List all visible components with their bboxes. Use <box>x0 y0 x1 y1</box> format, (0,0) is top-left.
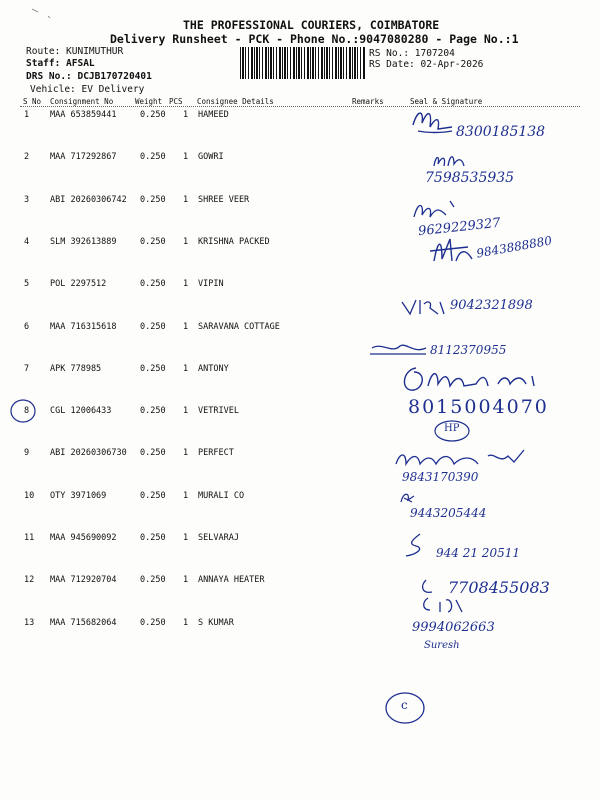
cell-sno: 6 <box>24 321 30 332</box>
bottom-mark-text: c <box>401 698 408 712</box>
handwritten-phone-row-5: 9042321898 <box>450 298 533 313</box>
col-sno: S No <box>23 97 42 106</box>
cell-sno: 3 <box>24 194 30 205</box>
cell-weight: 0.250 <box>140 194 166 205</box>
cell-weight: 0.250 <box>140 363 166 374</box>
cell-consignment: ABI 20260306742 <box>50 194 127 205</box>
handwritten-phone-row-6: 8112370955 <box>430 343 507 357</box>
route-label: Route: KUNIMUTHUR <box>26 46 124 57</box>
cell-consignee: S KUMAR <box>198 617 234 628</box>
handwritten-phone-row-12: 7708455083 <box>448 578 550 597</box>
handwritten-phone-row-1: 8300185138 <box>456 124 546 140</box>
col-remarks: Remarks <box>352 97 384 106</box>
cell-consignee: SELVARAJ <box>198 533 239 543</box>
cell-consignee: PERFECT <box>198 448 234 459</box>
handwritten-phone-row-13: 9994062663 <box>412 620 495 635</box>
cell-sno: 5 <box>24 279 30 290</box>
cell-consignment: CGL 12006433 <box>50 406 112 417</box>
handwritten-phone-row-11: 944 21 20511 <box>436 546 520 560</box>
signature-row-4 <box>428 235 478 267</box>
cell-sno: 7 <box>24 363 30 374</box>
cell-sno: 4 <box>24 236 30 247</box>
handwritten-phone-row-4: 9843888880 <box>475 233 553 261</box>
cell-consignee: KRISHNA PACKED <box>198 236 270 247</box>
cell-sno: 9 <box>24 448 30 459</box>
cell-consignment: POL 2297512 <box>50 279 107 290</box>
cell-pcs: 1 <box>183 363 189 374</box>
cell-consignee: SARAVANA COTTAGE <box>198 321 280 332</box>
col-weight: Weight <box>135 97 163 106</box>
cell-consignee: GOWRI <box>198 152 224 163</box>
cell-pcs: 1 <box>183 236 189 247</box>
cell-pcs: 1 <box>183 110 189 120</box>
cell-pcs: 1 <box>183 490 189 501</box>
cell-sno: 11 <box>24 533 35 543</box>
col-consignee: Consignee Details <box>197 97 274 106</box>
col-seal-signature: Seal & Signature <box>410 97 483 106</box>
cell-sno: 8 <box>24 406 30 417</box>
signature-row-6 <box>368 340 430 362</box>
cell-weight: 0.250 <box>140 321 166 332</box>
cell-pcs: 1 <box>183 406 189 417</box>
rs-number: RS No.: 1707204 <box>369 48 455 59</box>
cell-pcs: 1 <box>183 279 189 290</box>
stray-mark <box>30 6 60 22</box>
cell-sno: 2 <box>24 152 30 163</box>
company-title: THE PROFESSIONAL COURIERS, COIMBATORE <box>183 18 440 32</box>
cell-weight: 0.250 <box>140 152 166 163</box>
cell-sno: 10 <box>24 490 35 501</box>
handwritten-phone-row-8: 8015004070 <box>408 396 549 418</box>
cell-sno: 1 <box>24 110 30 120</box>
col-pcs: PCS <box>169 97 183 106</box>
cell-weight: 0.250 <box>140 279 166 290</box>
cell-consignment: MAA 716315618 <box>50 321 117 332</box>
cell-consignment: OTY 3971069 <box>50 490 107 501</box>
cell-consignee: VETRIVEL <box>198 406 239 417</box>
cell-consignment: MAA 715682064 <box>50 617 117 628</box>
cell-consignment: APK 778985 <box>50 363 102 374</box>
barcode-image <box>240 47 365 79</box>
cell-weight: 0.250 <box>140 617 166 628</box>
signature-row-11 <box>398 530 438 558</box>
cell-consignment: MAA 945690092 <box>50 533 117 543</box>
cell-pcs: 1 <box>183 448 189 459</box>
rs-date: RS Date: 02-Apr-2026 <box>369 59 484 70</box>
handwritten-phone-row-9: 9843170390 <box>402 470 479 484</box>
handwritten-phone-row-10: 9443205444 <box>410 506 487 520</box>
cell-weight: 0.250 <box>140 406 166 417</box>
cell-sno: 12 <box>24 575 35 586</box>
cell-weight: 0.250 <box>140 490 166 501</box>
cell-weight: 0.250 <box>140 236 166 247</box>
vehicle-label: Vehicle: EV Delivery <box>30 84 145 95</box>
cell-pcs: 1 <box>183 152 189 163</box>
cell-pcs: 1 <box>183 194 189 205</box>
signature-row-2 <box>430 150 470 172</box>
signature-row-9 <box>392 446 532 472</box>
cell-consignee: HAMEED <box>198 110 229 120</box>
cell-pcs: 1 <box>183 533 189 543</box>
header-divider <box>20 106 580 107</box>
cell-pcs: 1 <box>183 617 189 628</box>
cell-consignment: MAA 717292867 <box>50 152 117 163</box>
cell-pcs: 1 <box>183 321 189 332</box>
cell-consignee: ANNAYA HEATER <box>198 575 265 586</box>
cell-consignee: ANTONY <box>198 363 229 374</box>
row-8-circle-mark <box>8 398 38 426</box>
cell-consignment: MAA 653859441 <box>50 110 117 120</box>
signature-row-5 <box>398 296 450 318</box>
cell-pcs: 1 <box>183 575 189 586</box>
cell-sno: 13 <box>24 617 35 628</box>
handwritten-name-row-13: Suresh <box>424 640 460 651</box>
cell-weight: 0.250 <box>140 575 166 586</box>
cell-weight: 0.250 <box>140 533 166 543</box>
runsheet-subtitle: Delivery Runsheet - PCK - Phone No.:9047080280 - Page No.:1 <box>110 32 519 46</box>
cell-consignee: SHREE VEER <box>198 194 250 205</box>
signature-row-7 <box>398 362 548 398</box>
drs-number: DRS No.: DCJB170720401 <box>26 71 152 82</box>
staff-label: Staff: AFSAL <box>26 58 95 69</box>
cell-consignment: MAA 712920704 <box>50 575 117 586</box>
cell-consignee: MURALI CO <box>198 490 245 501</box>
signature-row-10 <box>398 490 418 506</box>
cell-consignment: SLM 392613889 <box>50 236 117 247</box>
handwritten-phone-row-3: 9629229327 <box>417 215 502 240</box>
signature-row-1 <box>408 103 456 137</box>
cell-consignee: VIPIN <box>198 279 224 290</box>
stamp-text-row-8: HP <box>444 423 460 434</box>
cell-consignment: ABI 20260306730 <box>50 448 127 459</box>
handwritten-phone-row-2: 7598535935 <box>425 170 515 186</box>
cell-weight: 0.250 <box>140 110 166 120</box>
cell-weight: 0.250 <box>140 448 166 459</box>
col-consignment: Consignment No <box>50 97 114 106</box>
